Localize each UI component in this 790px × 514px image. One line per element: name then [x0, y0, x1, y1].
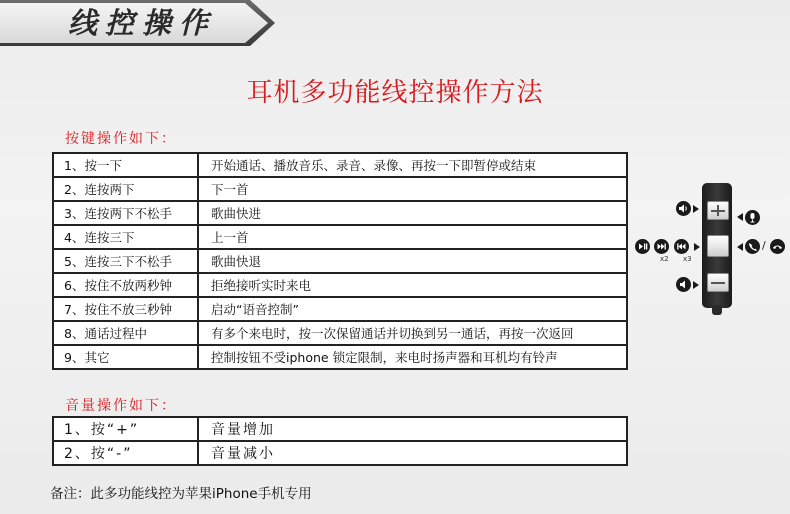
action-cell: 3、连按两下不松手 — [53, 201, 198, 225]
function-cell: 启动“语音控制” — [198, 297, 627, 321]
action-cell: 6、按住不放两秒钟 — [53, 273, 198, 297]
function-cell: 歌曲快退 — [198, 249, 627, 273]
microphone-icon — [745, 210, 760, 225]
action-cell: 9、其它 — [53, 345, 198, 369]
action-cell: 1、按一下 — [53, 153, 198, 177]
hang-up-icon — [770, 239, 785, 254]
pointer-arrow — [737, 213, 743, 221]
footnote: 备注：此多功能线控为苹果iPhone手机专用 — [50, 486, 312, 502]
volume-minus-key — [707, 273, 729, 292]
table-row — [53, 441, 627, 465]
key-operations-table — [52, 152, 628, 370]
table-row — [53, 297, 627, 321]
action-cell: 4、连按三下 — [53, 225, 198, 249]
function-cell: 歌曲快进 — [198, 201, 627, 225]
action-cell: 2、按“-” — [53, 441, 198, 465]
next-track-icon — [654, 239, 669, 254]
function-cell: 开始通话、播放音乐、录音、录像、再按一下即暂停或结束 — [198, 153, 627, 177]
table-row — [53, 201, 627, 225]
previous-multiplier-label: x3 — [683, 255, 692, 263]
action-cell: 2、连按两下 — [53, 177, 198, 201]
remote-control-illustration — [702, 183, 732, 308]
pointer-arrow — [693, 281, 699, 289]
volume-down-icon — [676, 277, 691, 292]
volume-plus-key — [707, 201, 729, 220]
action-cell: 5、连按三下不松手 — [53, 249, 198, 273]
function-cell: 拒绝接听实时来电 — [198, 273, 627, 297]
pointer-arrow — [694, 243, 700, 251]
action-cell: 7、按住不放三秒钟 — [53, 297, 198, 321]
function-cell: 音量增加 — [198, 417, 627, 441]
center-key — [707, 235, 729, 257]
remote-cord — [712, 305, 722, 315]
volume-operations-table — [52, 416, 628, 466]
volume-section-label: 音量操作如下： — [65, 398, 177, 414]
volume-up-icon — [676, 201, 691, 216]
answer-call-icon — [745, 239, 760, 254]
banner-title: 线控操作 — [68, 6, 217, 40]
table-row — [53, 153, 627, 177]
table-row — [53, 273, 627, 297]
table-row — [53, 345, 627, 369]
action-cell: 8、通话过程中 — [53, 321, 198, 345]
table-row — [53, 225, 627, 249]
table-row — [53, 417, 627, 441]
page-title: 耳机多功能线控操作方法 — [246, 78, 544, 108]
next-multiplier-label: x2 — [660, 255, 669, 263]
table-row — [53, 177, 627, 201]
function-cell: 有多个来电时，按一次保留通话并切换到另一通话，再按一次返回 — [198, 321, 627, 345]
play-pause-icon — [635, 239, 650, 254]
previous-track-icon — [674, 239, 689, 254]
action-cell: 1、按“+” — [53, 417, 198, 441]
pointer-arrow — [693, 205, 699, 213]
separator-slash: / — [762, 239, 766, 252]
function-cell: 上一首 — [198, 225, 627, 249]
function-cell: 下一首 — [198, 177, 627, 201]
pointer-arrow — [737, 243, 743, 251]
table-row — [53, 249, 627, 273]
table-row — [53, 321, 627, 345]
key-section-label: 按键操作如下： — [65, 131, 177, 147]
function-cell: 音量减小 — [198, 441, 627, 465]
function-cell: 控制按钮不受iphone 锁定限制，来电时扬声器和耳机均有铃声 — [198, 345, 627, 369]
